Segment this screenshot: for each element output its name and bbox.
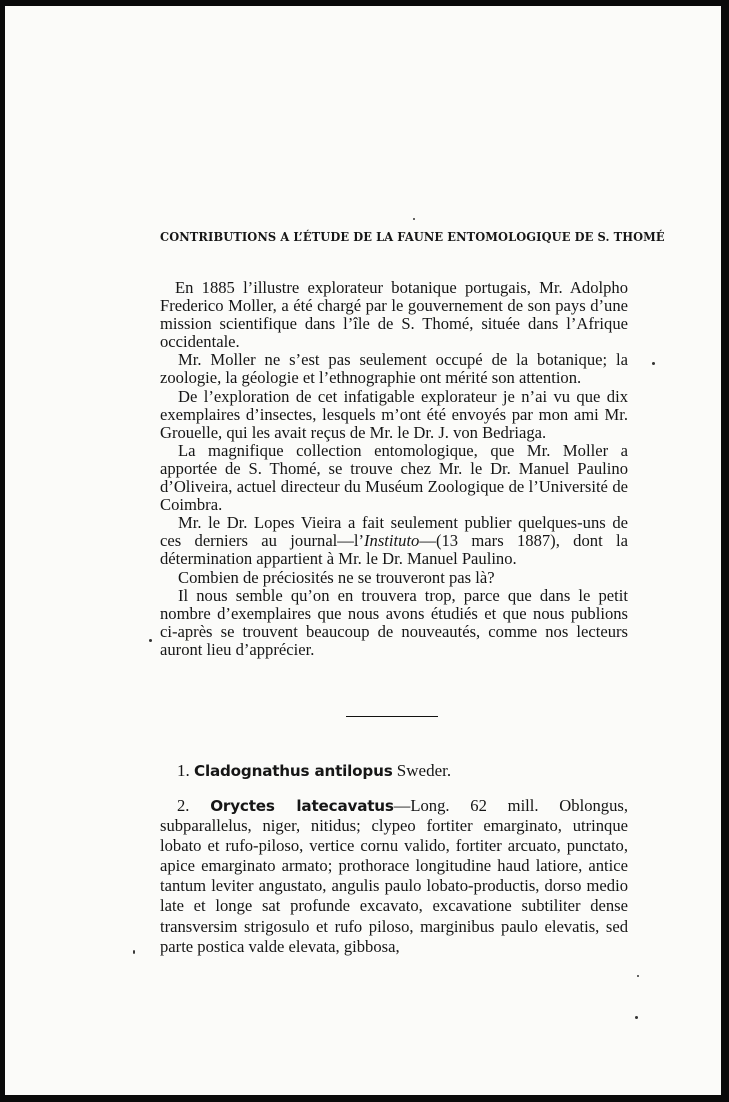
entry-number: 1. bbox=[177, 761, 190, 780]
intro-paragraph: Il nous semble qu’on en trouvera trop, parce que dans le petit nombre d’exemplaires que nous avons étudiés et que nous publions ci-après se trouvent beaucoup de nouveautés, comme nos lecteurs auront lieu d’apprécier. bbox=[160, 585, 628, 659]
species-entry-1 bbox=[177, 761, 451, 781]
intro-paragraph: La magnifique collection entomologique, que Mr. Moller a apportée de S. Thomé, se trouve chez Mr. le Dr. Manuel Paulino d’Oliveira, actuel directeur du Muséum Zoologique de l’Université de Coimbra. bbox=[160, 440, 628, 515]
ink-speck bbox=[133, 950, 135, 954]
intro-paragraph: De l’exploration de cet infatigable explorateur je n’ai vu que dix exemplaires d’insectes, lesquels m’ont été envoyés par mon ami Mr. Grouelle, qui les avait reçus de Mr. le Dr. J. von Bedriaga. bbox=[160, 386, 628, 442]
entry-number: 2. bbox=[177, 796, 190, 815]
intro-text bbox=[160, 279, 628, 659]
intro-paragraph-vieira bbox=[160, 514, 628, 568]
species-description: —Long. 62 mill. Oblongus, subparallelus, niger, nitidus; clypeo fortiter emarginato, utrinque lobato et rufo-piloso, vertice cornu valido, fortiter arcuato, punctato, apice emarginato armato; prothorace longitudine haud latiore, antice tantum leviter angustato, angulis paulo lobato-productis, dorso medio late et longe sat profunde excavato, excavatione subtiliter dense transversim strigosulo et rufo piloso, marginibus paulo elevatis, sed parte postica valde elevata, gibbosa, bbox=[160, 796, 628, 956]
ink-speck bbox=[652, 362, 655, 365]
intro-paragraph: En 1885 l’illustre explorateur botanique portugais, Mr. Adolpho Frederico Moller, a été chargé par le gouvernement de son pays d’une mission scientifique dans l’île de S. Thomé, située dans l’Afrique occidentale. bbox=[160, 278, 628, 352]
ink-speck bbox=[637, 975, 639, 977]
vieira-text-after: —(13 mars 1887), dont la détermination appartient à Mr. le Dr. Manuel Paulino. bbox=[160, 531, 628, 569]
section-divider bbox=[346, 716, 438, 717]
vieira-text-before: Mr. le Dr. Lopes Vieira a fait seulement publier quelques-uns de ces derniers au journal—l’ bbox=[160, 513, 628, 551]
intro-paragraph: Mr. Moller ne s’est pas seulement occupé de la botanique; la zoologie, la géologie et l’ethnographie ont mérité son attention. bbox=[160, 350, 628, 388]
species-description-paragraph bbox=[160, 796, 628, 957]
ink-speck bbox=[149, 639, 152, 642]
ink-speck bbox=[635, 1016, 638, 1019]
species-author: Sweder. bbox=[396, 761, 452, 780]
species-entry-2 bbox=[160, 796, 628, 957]
species-name: Oryctes latecavatus bbox=[210, 797, 394, 815]
ink-speck bbox=[413, 218, 415, 220]
intro-paragraph: Combien de préciosités ne se trouveront pas là? bbox=[178, 567, 495, 587]
page-title: CONTRIBUTIONS A L’ÉTUDE DE LA FAUNE ENTOMOLOGIQUE DE S. THOMÉ bbox=[160, 229, 665, 244]
journal-name: Instituto bbox=[364, 531, 420, 551]
species-name: Cladognathus antilopus bbox=[194, 762, 393, 780]
